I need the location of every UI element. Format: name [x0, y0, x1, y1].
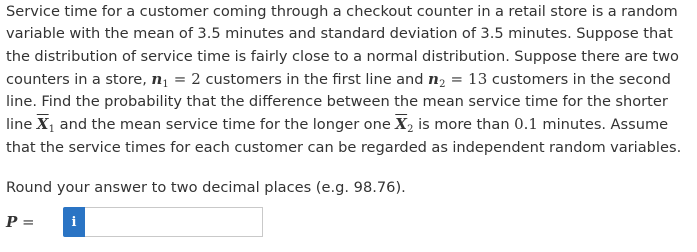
n1-subscript: 1: [162, 78, 169, 90]
n2-subscript: 2: [439, 78, 446, 90]
x1-bar-expression: [36, 115, 56, 136]
problem-text-part4: and the mean service time for the longer one: [55, 116, 396, 134]
x1-subscript: 1: [48, 124, 56, 136]
x2-bar-expression: [395, 115, 414, 136]
p-symbol: P: [6, 213, 18, 231]
n2-value: = 13: [445, 69, 488, 88]
answer-input[interactable]: [85, 207, 263, 237]
p-equals: =: [17, 213, 35, 231]
n2-symbol: n: [428, 69, 440, 88]
answer-row: [6, 206, 263, 238]
problem-text-part3: customers in the second line. Find the probability that the difference between the mean service time for the shorter line: [6, 70, 671, 134]
n2-expression: [428, 70, 487, 88]
problem-text-part1: Service time for a customer coming through a checkout counter in a retail store is a random variable with the mean of 3.5 minutes and standard deviation of 3.5 minutes. Suppose that the distribution of service time is fairly close to a normal distribution. Suppose there are two counters in a store,: [6, 3, 679, 88]
x2-bar-symbol: $\overline{X}$: [395, 115, 408, 134]
problem-text-part5: is more than: [413, 116, 515, 134]
rounding-instruction: Round your answer to two decimal places (e.g. 98.76).: [6, 179, 406, 196]
answer-label: [6, 213, 63, 231]
threshold-value: 0.1: [514, 115, 538, 134]
n1-symbol: n: [151, 69, 163, 88]
x1-bar-symbol: $\overline{X}$: [36, 115, 49, 134]
problem-text-part6: minutes. Assume that the service times for each customer can be regarded as independent random variables.: [6, 116, 682, 156]
n1-value: = 2: [168, 69, 202, 88]
n1-expression: [151, 70, 201, 88]
x2-subscript: 2: [407, 124, 414, 136]
problem-statement: [6, 1, 694, 159]
info-icon[interactable]: i: [63, 207, 85, 237]
problem-text-part2: customers in the first line and: [201, 70, 429, 88]
